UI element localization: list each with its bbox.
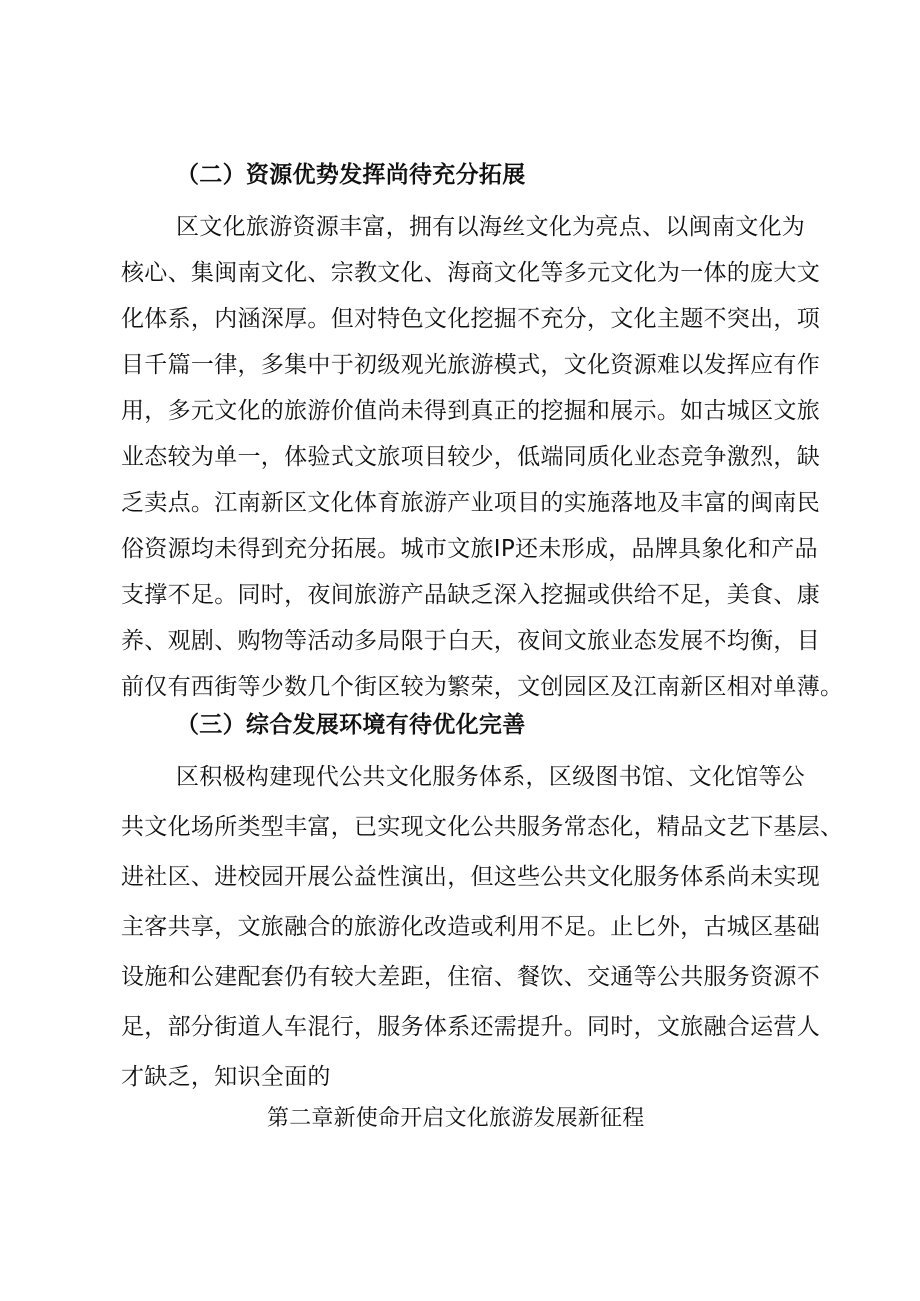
paragraph-line: 进社区、进校园开展公益性演出，但这些公共文化服务体系尚未实现: [121, 864, 820, 890]
paragraph-line: 核心、集闽南文化、宗教文化、海商文化等多元文化为一体的庞大文: [121, 260, 820, 286]
paragraph-line-spare: 前仅有西街等少数几个街区较为繁荣，文创园区及江南新区相对单薄。: [121, 674, 844, 700]
paragraph-line: 乏卖点。江南新区文化体育旅游产业项目的实施落地及丰富的闽南民: [121, 490, 820, 516]
paragraph-line: 用，多元文化的旅游价值尚未得到真正的挖掘和展示。如古城区文旅: [121, 398, 820, 424]
paragraph-line: 俗资源均未得到充分拓展。城市文旅IP还未形成，品牌具象化和产品: [121, 536, 818, 562]
section-heading: （三）综合发展环境有待优化完善: [176, 712, 526, 738]
paragraph-line: 才缺乏，知识全面的: [121, 1064, 331, 1090]
paragraph-line: 区积极构建现代公共文化服务体系，区级图书馆、文化馆等公: [176, 764, 806, 790]
paragraph-line: 区文化旅游资源丰富，拥有以海丝文化为亮点、以闽南文化为: [176, 214, 806, 240]
paragraph-line: 支撑不足。同时，夜间旅游产品缺乏深入挖掘或供给不足，美食、康: [121, 582, 820, 608]
paragraph-line: 共文化场所类型丰富，已实现文化公共服务常态化，精品文艺下基层、: [121, 814, 844, 840]
paragraph-line: 业态较为单一，体验式文旅项目较少，低端同质化业态竞争激烈，缺: [121, 444, 820, 470]
paragraph-line: 养、观剧、购物等活动多局限于白天，夜间文旅业态发展不均衡，目: [121, 628, 820, 654]
paragraph-line: 化体系，内涵深厚。但对特色文化挖掘不充分，文化主题不突出，项: [121, 306, 820, 332]
paragraph-line: 主客共享，文旅融合的旅游化改造或利用不足。止匕外，古城区基础: [121, 914, 820, 940]
paragraph-line: 足，部分街道人车混行，服务体系还需提升。同时，文旅融合运营人: [121, 1014, 820, 1040]
chapter-title: 第二章新使命开启文化旅游发展新征程: [267, 1106, 645, 1131]
paragraph-line: 设施和公建配套仍有较大差距，住宿、餐饮、交通等公共服务资源不: [121, 964, 820, 990]
paragraph-line: 目千篇一律，多集中于初级观光旅游模式，文化资源难以发挥应有作: [121, 352, 820, 378]
section-heading: （二）资源优势发挥尚待充分拓展: [176, 162, 526, 188]
